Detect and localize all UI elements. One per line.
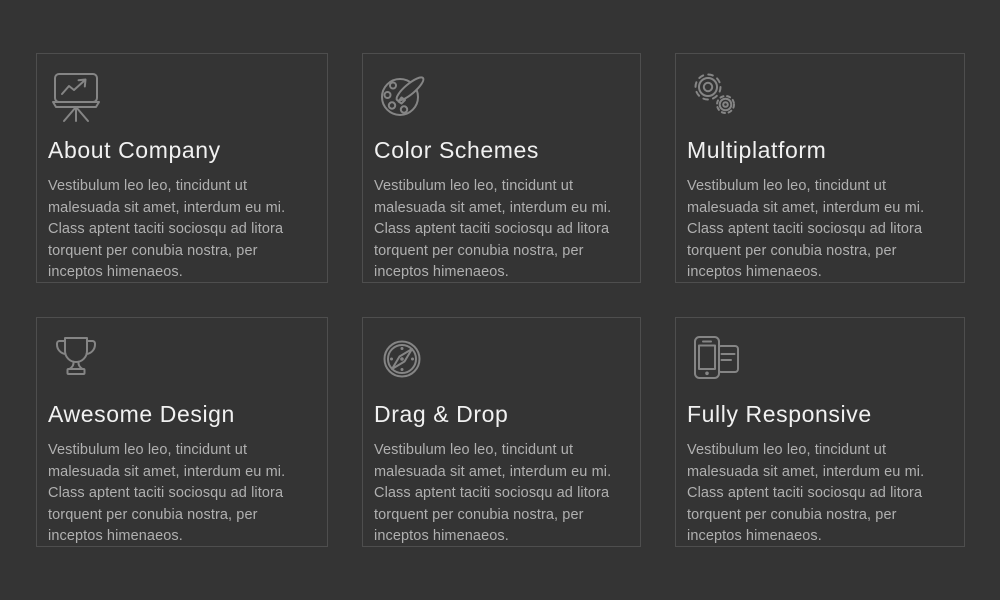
features-grid [36, 53, 965, 547]
responsive-devices-icon [687, 331, 952, 387]
compass-icon [374, 331, 628, 387]
feature-description: Vestibulum leo leo, tincidunt ut malesuada sit amet, interdum eu mi. Class aptent taciti sociosqu ad litora torquent per conubia nostra, per inceptos himenaeos. [374, 442, 612, 544]
feature-card-color-schemes [362, 53, 641, 283]
feature-title: About Company [48, 137, 221, 163]
feature-description: Vestibulum leo leo, tincidunt ut malesuada sit amet, interdum eu mi. Class aptent taciti sociosqu ad litora torquent per conubia nostra, per inceptos himenaeos. [374, 178, 612, 280]
feature-card-multiplatform [675, 53, 965, 283]
gears-icon [687, 67, 952, 123]
feature-description: Vestibulum leo leo, tincidunt ut malesuada sit amet, interdum eu mi. Class aptent taciti sociosqu ad litora torquent per conubia nostra, per inceptos himenaeos. [48, 178, 286, 280]
feature-title: Color Schemes [374, 137, 540, 163]
palette-icon [374, 67, 628, 123]
trophy-icon [48, 331, 315, 387]
feature-title: Multiplatform [687, 137, 827, 163]
feature-description: Vestibulum leo leo, tincidunt ut malesuada sit amet, interdum eu mi. Class aptent taciti sociosqu ad litora torquent per conubia nostra, per inceptos himenaeos. [48, 442, 286, 544]
feature-card-about-company [36, 53, 328, 283]
feature-description: Vestibulum leo leo, tincidunt ut malesuada sit amet, interdum eu mi. Class aptent taciti sociosqu ad litora torquent per conubia nostra, per inceptos himenaeos. [687, 442, 925, 544]
presentation-chart-icon [48, 67, 315, 123]
feature-card-awesome-design [36, 317, 328, 547]
feature-title: Drag & Drop [374, 401, 509, 427]
feature-title: Awesome Design [48, 401, 235, 427]
feature-title: Fully Responsive [687, 401, 872, 427]
feature-description: Vestibulum leo leo, tincidunt ut malesuada sit amet, interdum eu mi. Class aptent taciti sociosqu ad litora torquent per conubia nostra, per inceptos himenaeos. [687, 178, 925, 280]
feature-card-drag-drop [362, 317, 641, 547]
feature-card-fully-responsive [675, 317, 965, 547]
